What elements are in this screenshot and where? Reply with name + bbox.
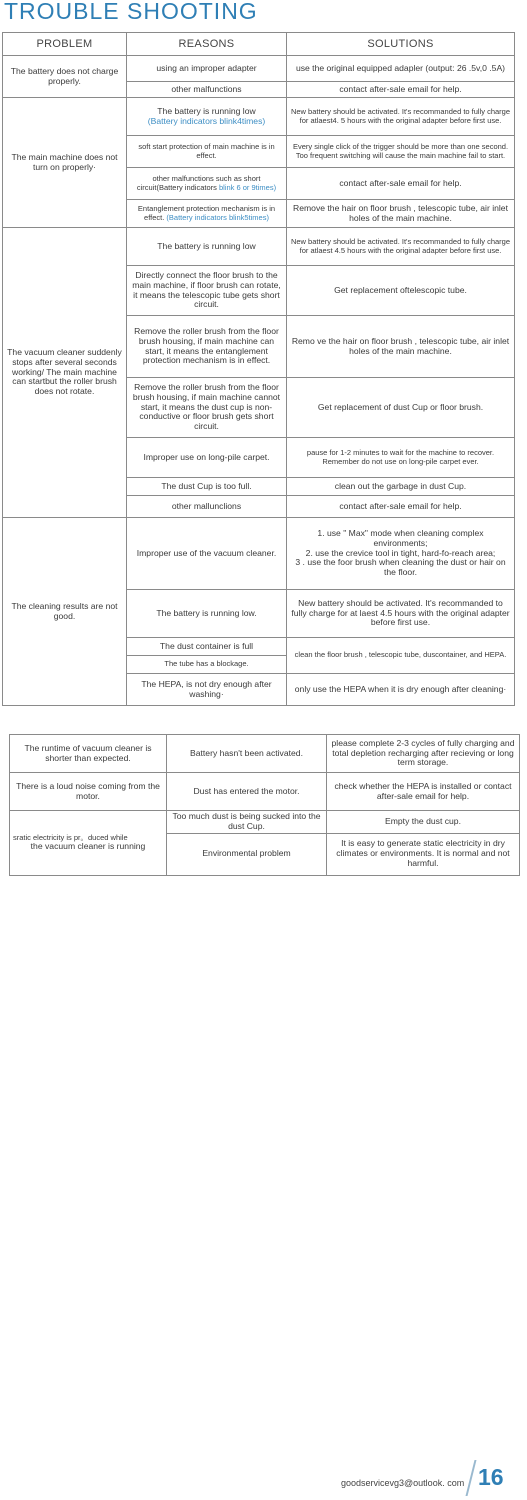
reason-cell: Remove the roller brush from the floor brush housing, if main machine cannot start, it means the dust cup is non-conductive or floor brush gets short circuit. — [127, 378, 287, 438]
solution-cell: pause for 1-2 minutes to wait for the machine to recover. Remember do not use on long-pile carpet ever. — [287, 438, 515, 478]
solution-step: 2. use the crevice tool in tight, hard-fo-reach area; — [305, 547, 496, 558]
problem-cell: The runtime of vacuum cleaner is shorter than expected. — [10, 735, 167, 773]
page-divider — [466, 1460, 477, 1496]
solution-cell: New battery should be activated. It's recommanded to fully charge for atlaest4. 5 hours with the original adapter before first use. — [287, 98, 515, 136]
solution-cell — [287, 518, 515, 590]
reason-cell: The battery is running low. — [127, 590, 287, 638]
reason-cell: using an improper adapter — [127, 56, 287, 82]
table-row — [3, 228, 515, 266]
table-row — [3, 518, 515, 590]
reason-cell: Remove the roller brush from the floor brush housing, if main machine can start, it means the entanglement protection mechanism is in effect. — [127, 316, 287, 378]
solution-cell: Every single click of the trigger should be more than one second. Too frequent switching will cause the main machine fail to start. — [287, 136, 515, 168]
reason-cell — [127, 168, 287, 200]
problem-cell — [10, 811, 167, 876]
solution-cell: Empty the dust cup. — [327, 811, 520, 834]
reason-cell: Too much dust is being sucked into the dust Cup. — [167, 811, 327, 834]
reason-cell: Battery hasn't been activated. — [167, 735, 327, 773]
reason-cell: other malfunctions — [127, 82, 287, 98]
solution-cell: New battery should be activated. It's recommanded to fully charge for atlaest 4.5 hours with the original adapter before first use. — [287, 228, 515, 266]
solution-cell: use the original equipped adapler (output: 26 .5v,0 .5A) — [287, 56, 515, 82]
reason-text: other malfunctions such as short circuit(Battery indicators — [136, 173, 261, 192]
solution-step: 3 . use the foor brush when cleaning the dust or hair on the floor. — [295, 557, 506, 578]
solution-cell: Remove the hair on floor brush , telescopic tube, air inlet holes of the main machine. — [287, 200, 515, 228]
reason-text: Entanglement protection mechanism is in effect. — [137, 203, 276, 222]
problem-cell: The battery does not charge properly. — [3, 56, 127, 98]
solution-cell: check whether the HEPA is installed or contact after-sale email for help. — [327, 773, 520, 811]
solution-cell: contact after-sale email for help. — [287, 496, 515, 518]
problem-header: PROBLEM — [3, 33, 127, 56]
battery-indicator-note: blink 6 or 9times) — [219, 182, 277, 192]
table-row — [3, 98, 515, 136]
battery-indicator-note: (Battery indicators blink4times) — [147, 115, 266, 126]
reason-cell: Improper use on long-pile carpet. — [127, 438, 287, 478]
problem-cell: There is a loud noise coming from the motor. — [10, 773, 167, 811]
reason-cell: soft start protection of main machine is in effect. — [127, 136, 287, 168]
solution-cell: Get replacement oftelescopic tube. — [287, 266, 515, 316]
solutions-header: SOLUTIONS — [287, 33, 515, 56]
reason-cell: Environmental problem — [167, 833, 327, 875]
reason-cell: Dust has entered the motor. — [167, 773, 327, 811]
page-number: 16 — [478, 1464, 504, 1490]
table-row — [10, 735, 520, 773]
solution-cell: It is easy to generate static electricity in dry climates or environments. It is normal and not harmful. — [327, 833, 520, 875]
solution-step: 1. use " Max" mode when cleaning complex environments; — [317, 527, 484, 548]
troubleshooting-table-2 — [9, 734, 520, 876]
solution-cell: please complete 2-3 cycles of fully charging and total depletion recharging after recieving or long term storage. — [327, 735, 520, 773]
reason-cell: The dust Cup is too full. — [127, 478, 287, 496]
problem-cell: The main machine does not turn on properly· — [3, 98, 127, 228]
reason-text: The battery is running low — [157, 105, 256, 116]
table-row — [3, 56, 515, 82]
solution-cell: only use the HEPA when it is dry enough after cleaning· — [287, 674, 515, 706]
table-row — [10, 811, 520, 834]
battery-indicator-note: (Battery indicators blink5times) — [166, 212, 269, 222]
reasons-header: REASONS — [127, 33, 287, 56]
problem-text: sratic electricity is pr。duced while — [13, 832, 128, 842]
solution-cell: clean the floor brush , telescopic tube, duscontainer, and HEPA. — [287, 638, 515, 674]
reason-cell — [127, 200, 287, 228]
reason-cell: The HEPA, is not dry enough after washing· — [127, 674, 287, 706]
solution-cell: Remo ve the hair on floor brush , telescopic tube, air inlet holes of the main machine. — [287, 316, 515, 378]
troubleshooting-table — [2, 32, 515, 706]
reason-cell: The dust container is full — [127, 638, 287, 656]
support-email: goodservicevg3@outlook. com — [341, 1478, 465, 1488]
solution-cell: clean out the garbage in dust Cup. — [287, 478, 515, 496]
reason-cell: Improper use of the vacuum cleaner. — [127, 518, 287, 590]
solution-cell: Get replacement of dust Cup or floor brush. — [287, 378, 515, 438]
reason-cell: The battery is running low — [127, 228, 287, 266]
table-header-row — [3, 33, 515, 56]
solution-cell: New battery should be activated. It's recommanded to fully charge for at laest 4.5 hours with the original adapter before first use. — [287, 590, 515, 638]
solution-cell: contact after-sale email for help. — [287, 168, 515, 200]
reason-cell: The tube has a blockage. — [127, 656, 287, 674]
reason-cell: other mallunclions — [127, 496, 287, 518]
reason-cell — [127, 98, 287, 136]
reason-cell: Directly connect the floor brush to the main machine, if floor brush can rotate, it means the telescopic tube gets short circuit. — [127, 266, 287, 316]
table-row — [10, 773, 520, 811]
problem-text: the vacuum cleaner is running — [30, 841, 146, 852]
problem-cell: The cleaning results are not good. — [3, 518, 127, 706]
page-title: TROUBLE SHOOTING — [4, 0, 258, 24]
solution-cell: contact after-sale email for help. — [287, 82, 515, 98]
problem-cell: The vacuum cleaner suddenly stops after several seconds working/ The main machine can startbut the roller brush does not rotate. — [3, 228, 127, 518]
